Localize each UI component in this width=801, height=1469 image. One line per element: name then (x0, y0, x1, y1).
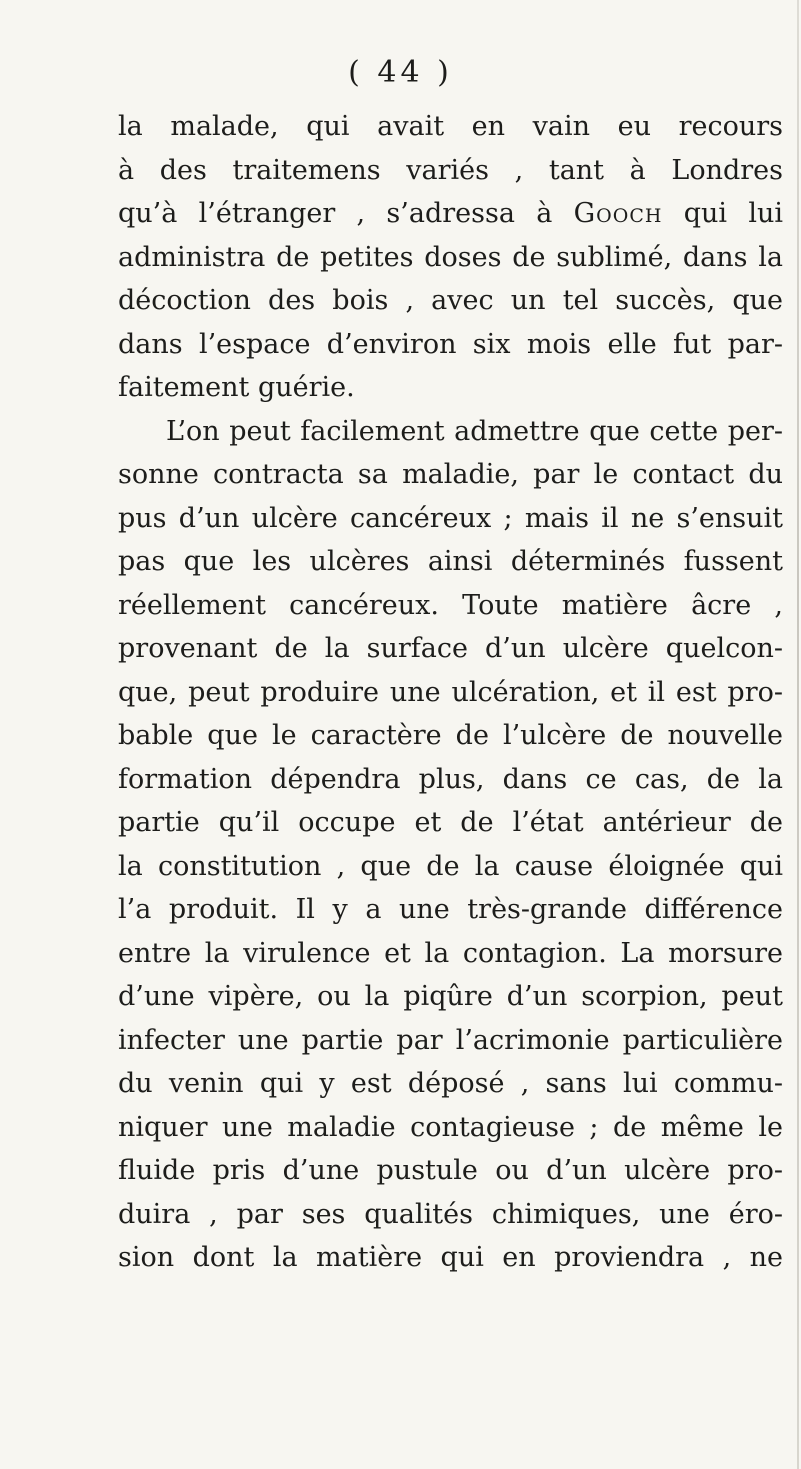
page-edge-shadow (797, 0, 799, 1469)
text-line: L’on peut facilement admettre que cette per- (166, 415, 783, 447)
text-line: d’une vipère, ou la piqûre d’un scorpion, peut (118, 981, 783, 1012)
text-line: à des traitemens variés , tant à Londres (118, 154, 783, 186)
author-name-gooch: Gooch (573, 198, 663, 229)
text-line: infecter une partie par l’acrimonie particulière (118, 1024, 783, 1056)
text-line: la constitution , que de la cause éloignée qui (118, 850, 783, 882)
text-line: pas que les ulcères ainsi déterminés fussent (118, 546, 783, 577)
text-line-part: qui lui (662, 198, 783, 229)
text-line (118, 192, 783, 236)
text-line: pus d’un ulcère cancéreux ; mais il ne s’ensuit (118, 502, 783, 534)
text-line: entre la virulence et la contagion. La morsure (118, 937, 783, 969)
text-line: formation dépendra plus, dans ce cas, de la (118, 763, 783, 795)
text-line: fluide pris d’une pustule ou d’un ulcère pro- (118, 1155, 783, 1186)
text-line: l’a produit. Il y a une très-grande différence (118, 894, 783, 925)
text-line-part: qu’à l’étranger , s’adressa à (118, 198, 574, 229)
text-line: sonne contracta sa maladie, par le contact du (118, 459, 783, 490)
text-line: partie qu’il occupe et de l’état antérieur de (118, 807, 783, 838)
text-line: que, peut produire une ulcération, et il est pro- (118, 676, 783, 708)
text-line: du venin qui y est déposé , sans lui commu- (118, 1068, 783, 1099)
text-line: sion dont la matière qui en proviendra , ne (118, 1242, 783, 1273)
text-line: administra de petites doses de sublimé, dans la (118, 241, 783, 273)
text-line: faitement guérie. (118, 372, 355, 403)
page-number: ( 44 ) (348, 55, 453, 90)
body-text (118, 105, 783, 1280)
text-line: réellement cancéreux. Toute matière âcre , (118, 589, 783, 621)
text-line: décoction des bois , avec un tel succès, que (118, 285, 783, 316)
text-line: dans l’espace d’environ six mois elle fut par- (118, 328, 783, 360)
text-line: bable que le caractère de l’ulcère de nouvelle (118, 720, 783, 751)
text-line: niquer une maladie contagieuse ; de même le (118, 1111, 783, 1143)
text-line: la malade, qui avait en vain eu recours (118, 111, 783, 142)
text-line: duira , par ses qualités chimiques, une éro- (118, 1198, 783, 1230)
text-line: provenant de la surface d’un ulcère quelcon- (118, 633, 783, 664)
